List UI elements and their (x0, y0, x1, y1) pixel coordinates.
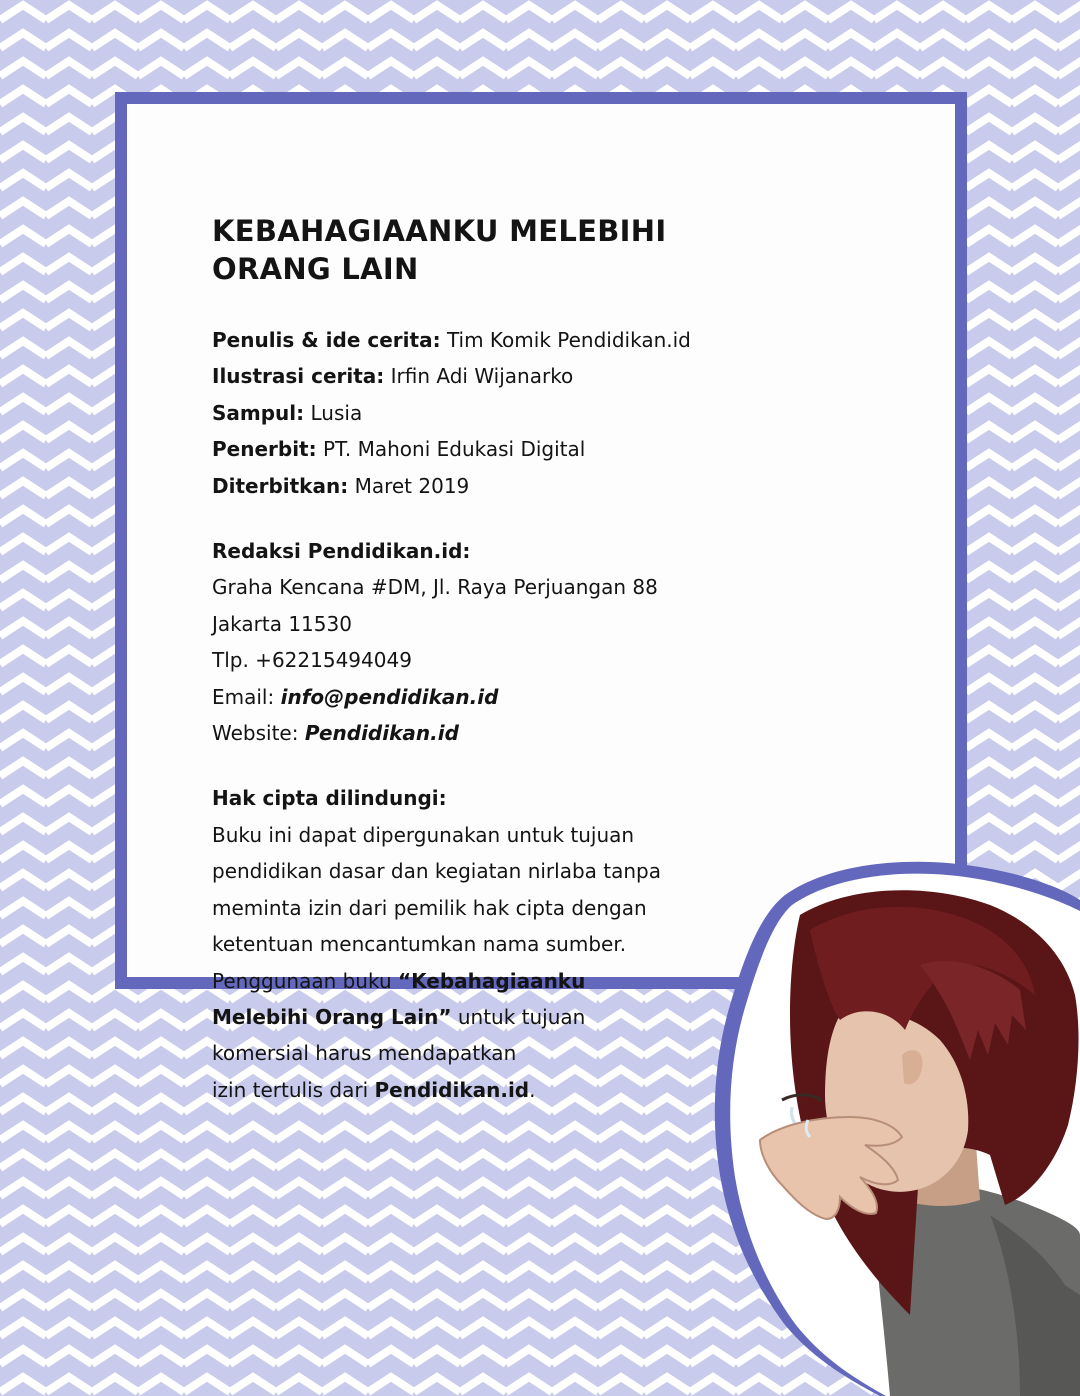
redaksi-address-line-1: Graha Kencana #DM, Jl. Raya Perjuangan 88 (212, 575, 658, 600)
credit-cover: Sampul: Lusia (212, 400, 363, 425)
redaksi-phone: Tlp. +62215494049 (212, 648, 412, 673)
credit-writer: Penulis & ide cerita: Tim Komik Pendidikan.id (212, 328, 691, 352)
website-link[interactable]: Pendidikan.id (304, 721, 459, 746)
email-link[interactable]: info@pendidikan.id (280, 684, 499, 709)
copyright-line-3: meminta izin dari pemilik hak cipta dengan (212, 895, 647, 920)
copyright-line-5: Penggunaan buku “Kebahagiaanku (212, 968, 586, 993)
redaksi-address-line-2: Jakarta 11530 (212, 611, 352, 636)
copyright-heading: Hak cipta dilindungi: (212, 786, 447, 811)
redaksi-email: Email: info@pendidikan.id (212, 684, 499, 709)
redaksi-heading: Redaksi Pendidikan.id: (212, 539, 471, 564)
copyright-line-4: ketentuan mencantumkan nama sumber. (212, 932, 627, 957)
copyright-line-2: pendidikan dasar dan kegiatan nirlaba tanpa (212, 859, 662, 884)
copyright-line-7: komersial harus mendapatkan (212, 1041, 517, 1066)
crying-girl-illustration (690, 855, 1080, 1396)
copyright-line-6: Melebihi Orang Lain” untuk tujuan (212, 1004, 586, 1029)
copyright-line-1: Buku ini dapat dipergunakan untuk tujuan (212, 822, 635, 847)
copyright-line-8: izin tertulis dari Pendidikan.id. (212, 1077, 536, 1102)
credit-publisher: Penerbit: PT. Mahoni Edukasi Digital (212, 437, 586, 462)
redaksi-website: Website: Pendidikan.id (212, 721, 459, 746)
credits-content (212, 212, 772, 1108)
book-title (212, 212, 772, 288)
credit-illustrator: Ilustrasi cerita: Irfin Adi Wijanarko (212, 364, 574, 389)
book-title-line-2: ORANG LAIN (212, 252, 419, 286)
credit-published-date: Diterbitkan: Maret 2019 (212, 473, 470, 498)
book-title-line-1: KEBAHAGIAANKU MELEBIHI (212, 214, 667, 248)
